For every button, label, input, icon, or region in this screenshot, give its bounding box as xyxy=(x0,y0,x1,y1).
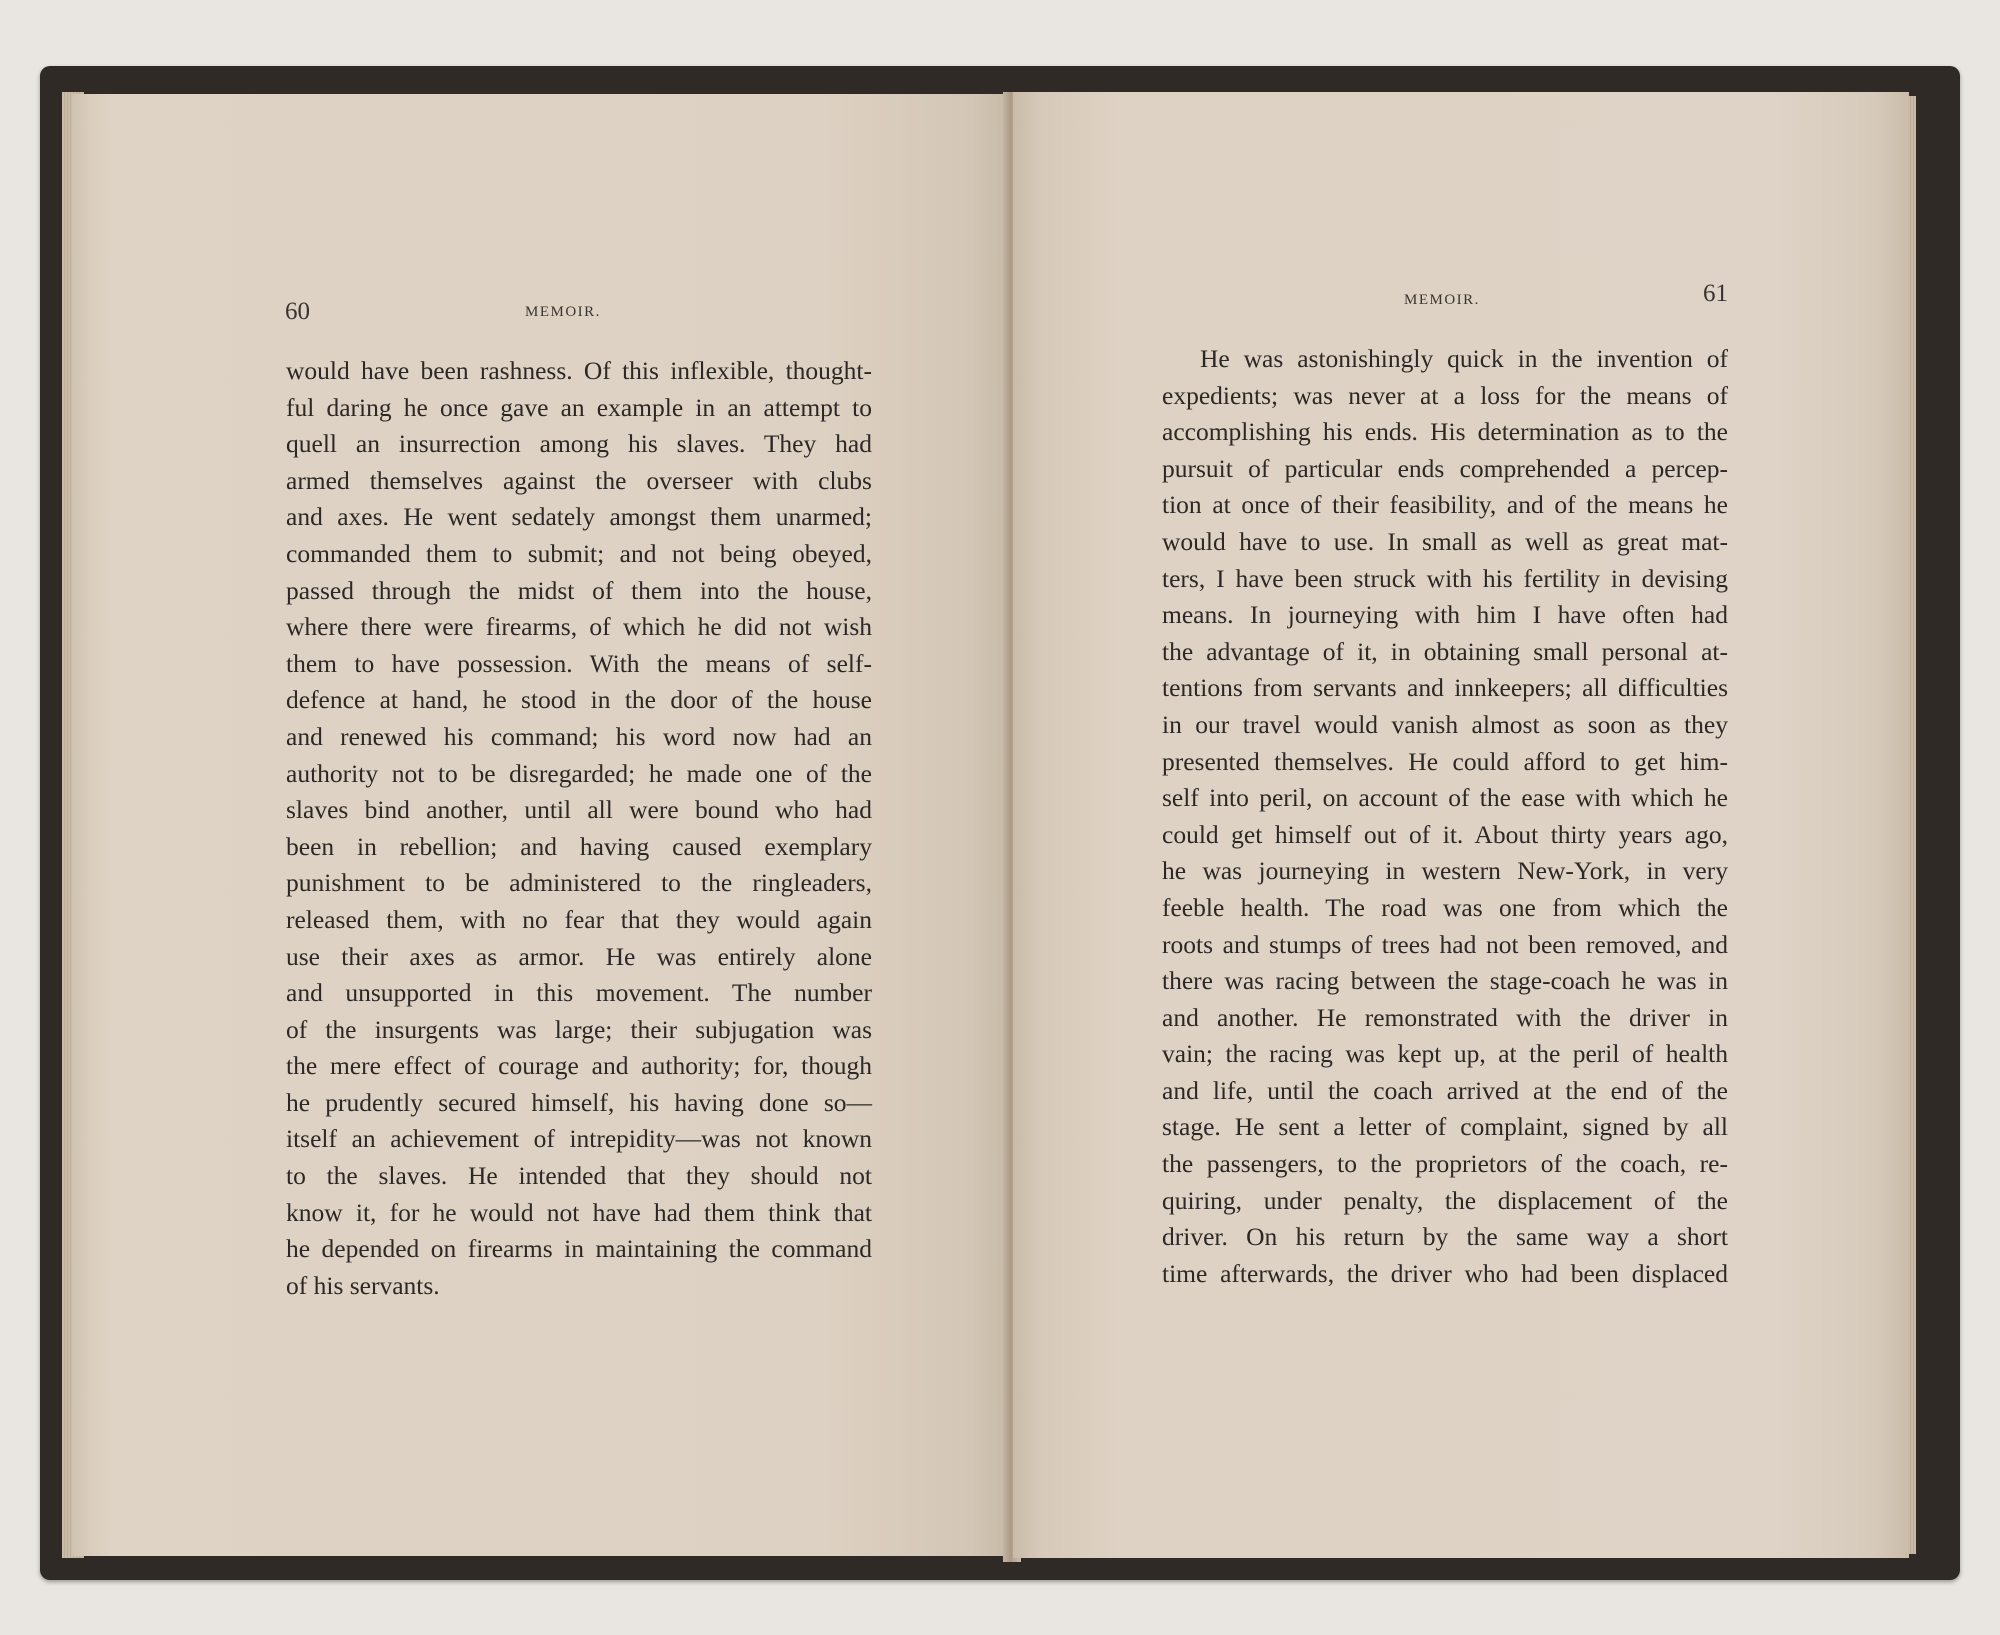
text-line: means. In journeying with him I have often had xyxy=(1162,600,1728,630)
text-line: authority not to be disregarded; he made one of the xyxy=(286,758,872,788)
left-page xyxy=(72,94,1009,1556)
text-line: quiring, under penalty, the displacement of the xyxy=(1162,1185,1728,1215)
text-line: quell an insurrection among his slaves. They had xyxy=(286,429,872,459)
text-line: commanded them to submit; and not being obeyed, xyxy=(286,538,872,568)
text-line: to the slaves. He intended that they should not xyxy=(286,1161,872,1191)
text-line: been in rebellion; and having caused exemplary xyxy=(286,831,872,861)
right-running-head: MEMOIR. xyxy=(1404,292,1480,308)
text-line: there was racing between the stage-coach he was in xyxy=(1162,966,1728,996)
left-page-number: 60 xyxy=(285,298,310,325)
left-running-head: MEMOIR. xyxy=(525,304,601,320)
text-line: ters, I have been struck with his fertility in devising xyxy=(1162,563,1728,593)
text-line: would have to use. In small as well as great mat- xyxy=(1162,526,1728,556)
text-line: and another. He remonstrated with the driver in xyxy=(1162,1002,1728,1032)
text-line: punishment to be administered to the ringleaders, xyxy=(286,868,872,898)
text-line: the passengers, to the proprietors of the coach, re- xyxy=(1162,1149,1728,1179)
text-line: and unsupported in this movement. The number xyxy=(286,978,872,1008)
text-line: accomplishing his ends. His determination as to the xyxy=(1162,417,1728,447)
text-line: presented themselves. He could afford to get him- xyxy=(1162,746,1728,776)
text-line: tion at once of their feasibility, and of the means he xyxy=(1162,490,1728,520)
text-line: expedients; was never at a loss for the means of xyxy=(1162,380,1728,410)
text-line: vain; the racing was kept up, at the peril of health xyxy=(1162,1039,1728,1069)
text-line: itself an achievement of intrepidity—was not known xyxy=(286,1124,872,1154)
text-line: would have been rashness. Of this inflexible, thought- xyxy=(286,356,872,385)
text-line: and renewed his command; his word now had an xyxy=(286,721,872,751)
text-line: armed themselves against the overseer with clubs xyxy=(286,465,872,495)
text-line: ful daring he once gave an example in an attempt to xyxy=(286,392,872,422)
text-line: the advantage of it, in obtaining small personal at- xyxy=(1162,636,1728,666)
text-line: slaves bind another, until all were bound who had xyxy=(286,795,872,825)
text-line: driver. On his return by the same way a short xyxy=(1162,1222,1728,1252)
text-line: He was astonishingly quick in the invention of xyxy=(1200,344,1728,373)
text-line: could get himself out of it. About thirty years ago, xyxy=(1162,819,1728,849)
text-line: he prudently secured himself, his having done so— xyxy=(286,1087,872,1117)
text-line: he was journeying in western New-York, in very xyxy=(1162,856,1728,886)
text-line: and axes. He went sedately amongst them unarmed; xyxy=(286,502,872,532)
text-line: passed through the midst of them into the house, xyxy=(286,575,872,605)
text-line: them to have possession. With the means of self- xyxy=(286,648,872,678)
text-line: feeble health. The road was one from which the xyxy=(1162,892,1728,922)
text-line: defence at hand, he stood in the door of the house xyxy=(286,685,872,715)
text-line: he depended on firearms in maintaining the command xyxy=(286,1234,872,1264)
text-line: and life, until the coach arrived at the end of the xyxy=(1162,1075,1728,1105)
text-line: tentions from servants and innkeepers; all difficulties xyxy=(1162,673,1728,703)
text-line: use their axes as armor. He was entirely alone xyxy=(286,941,872,971)
text-line: roots and stumps of trees had not been removed, and xyxy=(1162,929,1728,959)
text-line: pursuit of particular ends comprehended a percep- xyxy=(1162,453,1728,483)
text-line: know it, for he would not have had them think that xyxy=(286,1197,872,1227)
text-line: where there were firearms, of which he did not wish xyxy=(286,612,872,642)
text-line: the mere effect of courage and authority; for, though xyxy=(286,1051,872,1081)
left-body-text xyxy=(286,353,872,1304)
text-line: in our travel would vanish almost as soon as they xyxy=(1162,709,1728,739)
text-line: time afterwards, the driver who had been displaced xyxy=(1162,1258,1728,1288)
text-line: of his servants. xyxy=(286,1270,440,1300)
text-line: stage. He sent a letter of complaint, signed by all xyxy=(1162,1112,1728,1142)
text-line: of the insurgents was large; their subjugation was xyxy=(286,1014,872,1044)
text-line: released them, with no fear that they would again xyxy=(286,904,872,934)
right-body-text xyxy=(1162,341,1728,1292)
text-line: self into peril, on account of the ease with which he xyxy=(1162,783,1728,813)
right-page-number: 61 xyxy=(1703,280,1728,307)
right-page xyxy=(1013,92,1909,1558)
